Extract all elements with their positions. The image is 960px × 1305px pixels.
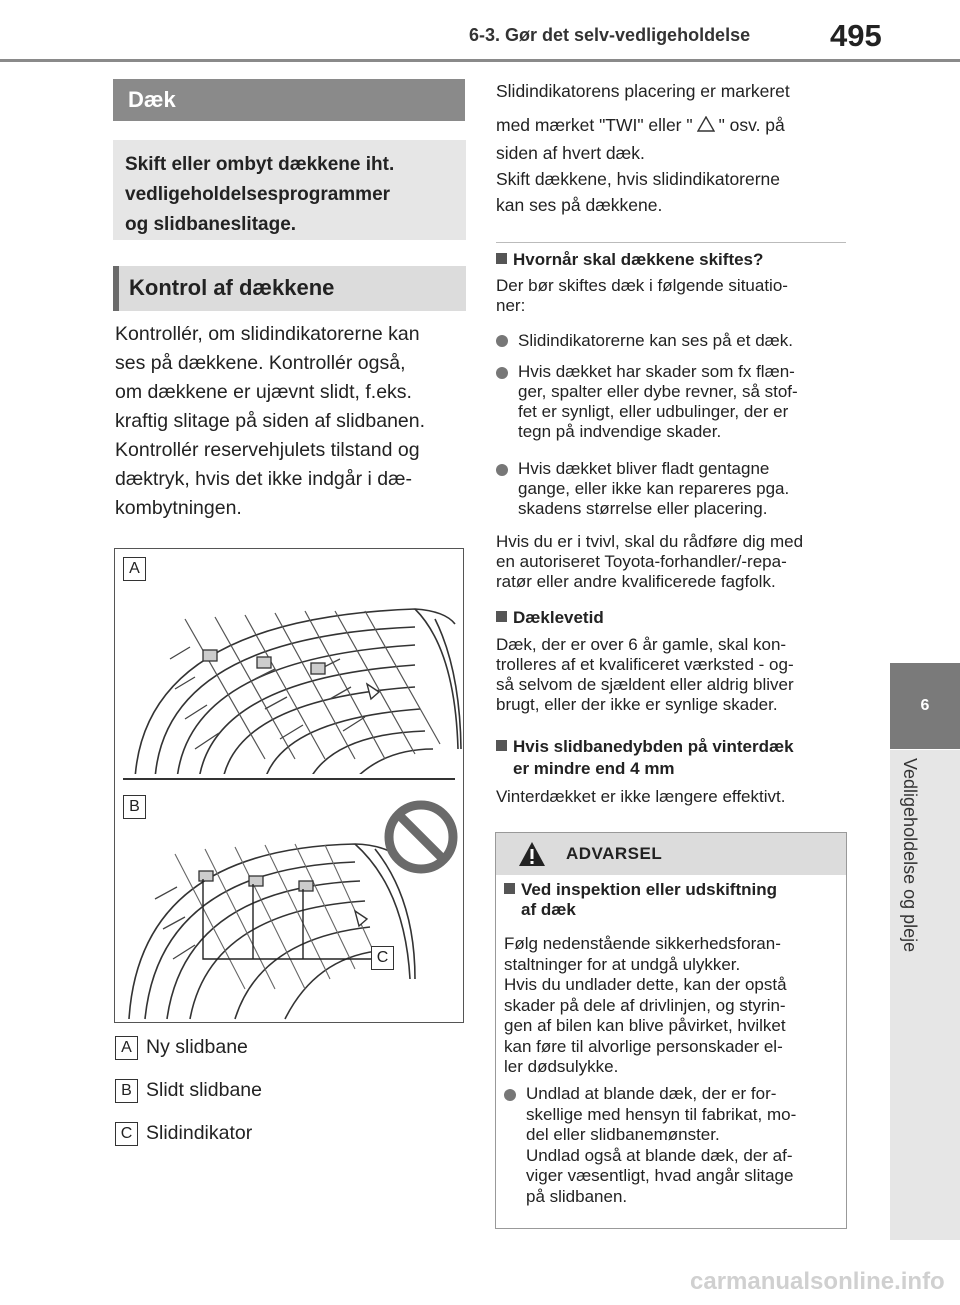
figure-label-a: A bbox=[123, 557, 154, 581]
warning-title: ADVARSEL bbox=[566, 844, 663, 863]
legend-key: A bbox=[115, 1036, 138, 1060]
summary-box bbox=[113, 140, 466, 240]
square-bullet-icon bbox=[496, 740, 507, 751]
figure-label-c: C bbox=[371, 946, 402, 970]
chapter-title-vertical: Vedligeholdelse og pleje bbox=[900, 758, 920, 953]
intro-line: Skift dækkene, hvis slidindikatorerne bbox=[496, 169, 781, 189]
warning-heading: Ved inspektion eller udskiftning af dæk bbox=[504, 880, 777, 920]
summary-line: vedligeholdelsesprogrammer bbox=[125, 184, 391, 205]
when-bullet: Slidindikatorerne kan ses på et dæk. bbox=[496, 330, 846, 352]
when-bullet: Hvis dækket har skader som fx flæn- ger, spalter eller dybe revner, så stof- fet er synligt, eller udbulinger, der er tegn på indvendige skader. bbox=[496, 362, 846, 442]
bullet-dot-icon bbox=[504, 1089, 516, 1101]
legend-item bbox=[115, 1079, 262, 1103]
legend-text: Slidindikator bbox=[146, 1122, 253, 1145]
when-outro: Hvis du er i tvivl, skal du rådføre dig med en autoriseret Toyota-forhandler/-repa- ratør eller andre kvalificerede fagfolk. bbox=[496, 532, 804, 591]
life-heading: Dæklevetid bbox=[496, 607, 604, 629]
left-body-text bbox=[115, 320, 467, 523]
chapter-number: 6 bbox=[920, 697, 930, 714]
twi-mark-b bbox=[355, 911, 367, 926]
intro-line: Slidindikatorens placering er markeret bbox=[496, 81, 790, 101]
bullet-dot-icon bbox=[496, 464, 508, 476]
body-line: Kontrollér, om slidindikatorerne kan bbox=[115, 323, 420, 345]
bullet-dot-icon bbox=[496, 367, 508, 379]
winter-heading: Hvis slidbanedybden på vinterdæk er mindre end 4 mm bbox=[496, 736, 794, 780]
prohibition-icon bbox=[389, 805, 453, 869]
warning-icon bbox=[518, 841, 546, 867]
warning-box bbox=[495, 832, 847, 1229]
subheading: Kontrol af dækkene bbox=[129, 275, 335, 300]
legend-item bbox=[115, 1036, 248, 1060]
header-rule bbox=[0, 59, 960, 62]
intro-line: kan ses på dækkene. bbox=[496, 195, 663, 215]
legend-text: Ny slidbane bbox=[146, 1036, 248, 1059]
intro-line: siden af hvert dæk. bbox=[496, 143, 645, 163]
legend-key: C bbox=[115, 1122, 138, 1146]
subheading-bar bbox=[113, 266, 119, 311]
legend-key: B bbox=[115, 1079, 138, 1103]
summary-line: Skift eller ombyt dækkene iht. bbox=[125, 154, 395, 175]
body-line: kraftig slitage på siden af slidbanen. bbox=[115, 410, 426, 432]
body-line: ses på dækkene. Kontrollér også, bbox=[115, 352, 406, 374]
page-number: 495 bbox=[830, 18, 882, 53]
summary-line: og slidbaneslitage. bbox=[125, 214, 297, 235]
life-text: Dæk, der er over 6 år gamle, skal kon- trolleres af et kvalificeret værksted - og- så selvom de sjældent eller aldrig bliver brugt, eller der ikke er synlige skader. bbox=[496, 635, 794, 714]
section-separator bbox=[496, 242, 846, 243]
section-title: 6-3. Gør det selv-vedligeholdelse bbox=[469, 25, 751, 45]
intro-text bbox=[496, 74, 856, 142]
body-line: kombytningen. bbox=[115, 497, 242, 519]
square-bullet-icon bbox=[504, 883, 515, 894]
square-bullet-icon bbox=[496, 253, 507, 264]
when-bullet: Hvis dækket bliver fladt gentagne gange, eller ikke kan repareres pga. skadens størrelse eller placering. bbox=[496, 459, 846, 519]
tire-drawing bbox=[115, 549, 463, 1022]
body-line: dæktryk, hvis det ikke indgår i dæ- bbox=[115, 468, 412, 490]
chapter-tab[interactable] bbox=[890, 663, 960, 749]
when-intro: Der bør skiftes dæk i følgende situatio- ner: bbox=[496, 276, 788, 315]
legend-text: Slidt slidbane bbox=[146, 1079, 262, 1102]
page-heading: Dæk bbox=[128, 87, 176, 112]
page-heading-box bbox=[113, 79, 465, 121]
bullet-dot-icon bbox=[496, 335, 508, 347]
triangle-mark-icon bbox=[697, 116, 715, 132]
when-heading: Hvornår skal dækkene skiftes? bbox=[496, 249, 763, 271]
warning-header bbox=[496, 833, 846, 875]
legend-item bbox=[115, 1122, 252, 1146]
watermark: carmanualsonline.info bbox=[690, 1268, 945, 1295]
subheading-box bbox=[113, 266, 466, 311]
figure-label-b: B bbox=[123, 795, 154, 819]
body-line: om dækkene er ujævnt slidt, f.eks. bbox=[115, 381, 412, 403]
intro-line: med mærket "TWI" eller " " osv. på bbox=[496, 115, 785, 135]
warning-text: Følg nedenstående sikkerhedsforan- staltninger for at undgå ulykker. Hvis du undlader dette, kan der opstå skader på dele af drivlinjen, og styrin- gen af bilen kan blive påvirket, hvilket kan føre til alvorlige personskader el- ler dødsulykke. bbox=[504, 934, 787, 1076]
warning-bullet: Undlad at blande dæk, der er for- skellige med hensyn til fabrikat, mo- del eller slidbanemønster. Undlad også at blande dæk, der af- viger væsentligt, hvad angår slitage på slidbanen. bbox=[504, 1084, 844, 1207]
winter-text: Vinterdækket er ikke længere effektivt. bbox=[496, 787, 786, 806]
body-line: Kontrollér reservehjulets tilstand og bbox=[115, 439, 420, 461]
square-bullet-icon bbox=[496, 611, 507, 622]
intro-text-2 bbox=[496, 140, 856, 218]
tire-illustration bbox=[114, 548, 464, 1023]
